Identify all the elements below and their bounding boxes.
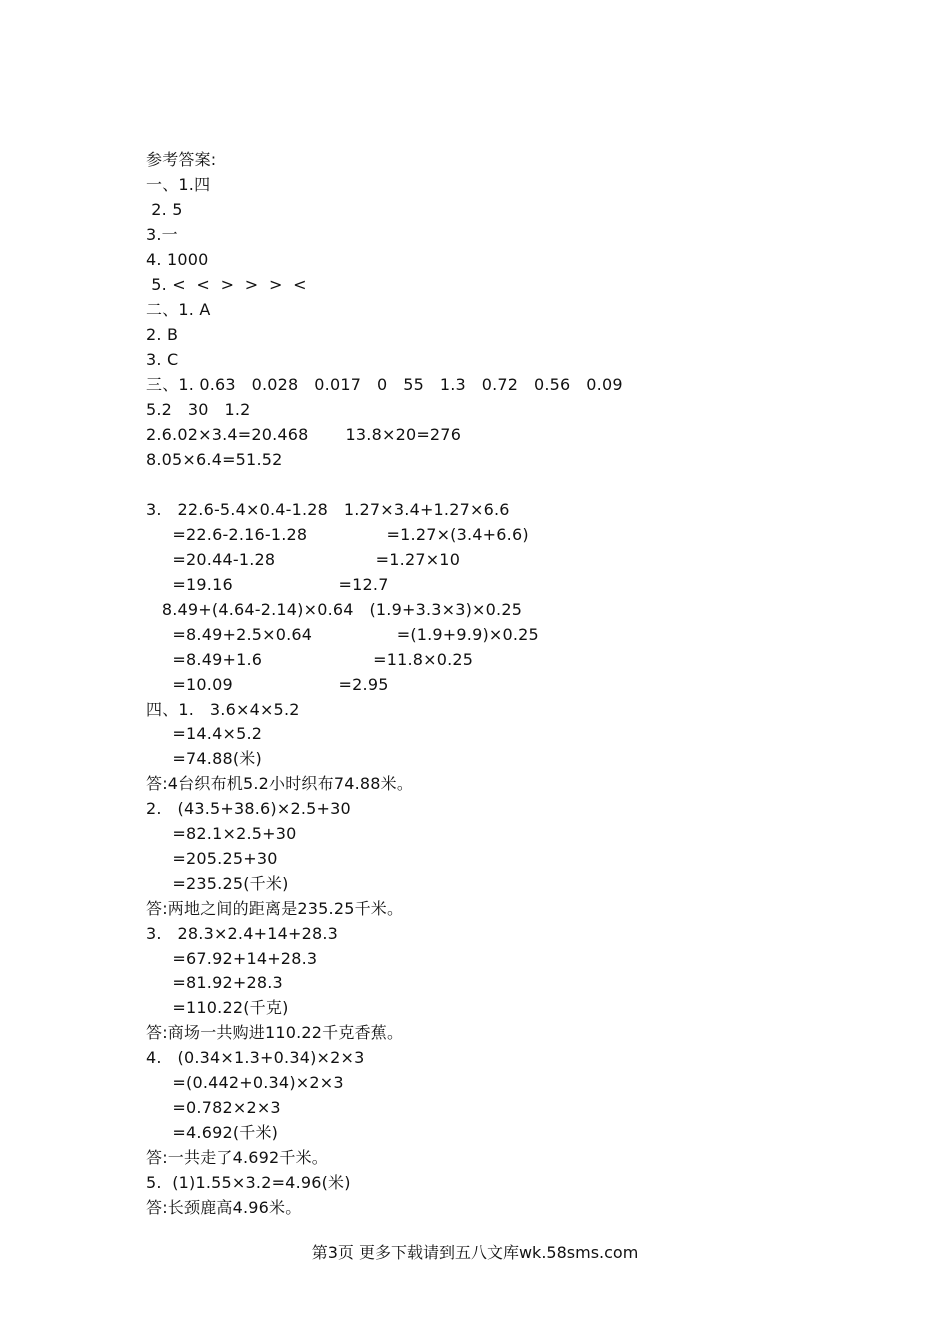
s4-q3-line2: =67.92+14+28.3: [146, 949, 318, 968]
s1-q3: 3.一: [146, 225, 178, 244]
s4-q4-line4: =4.692(千米): [146, 1123, 279, 1142]
page-footer: 第3页 更多下载请到五八文库wk.58sms.com: [311, 1243, 639, 1262]
s4-q2-answer: 答:两地之间的距离是235.25千米。: [146, 899, 404, 918]
s3-q3-row4: =19.16 =12.7: [146, 575, 389, 594]
s4-q2-line2: =82.1×2.5+30: [146, 824, 297, 843]
s1-q4: 4. 1000: [146, 250, 209, 269]
s3-q1-line1: 三、1. 0.63 0.028 0.017 0 55 1.3 0.72 0.56 0.09: [146, 375, 623, 394]
s4-q2-line1: 2. (43.5+38.6)×2.5+30: [146, 799, 351, 818]
s4-q4-line3: =0.782×2×3: [146, 1098, 281, 1117]
s3-q2-line2: 8.05×6.4=51.52: [146, 450, 283, 469]
s3-q3-row1: 3. 22.6-5.4×0.4-1.28 1.27×3.4+1.27×6.6: [146, 500, 510, 519]
s2-q3: 3. C: [146, 350, 179, 369]
s4-q1-line1: 四、1. 3.6×4×5.2: [146, 700, 300, 719]
s4-q3-line3: =81.92+28.3: [146, 973, 283, 992]
s1-q1: 一、1.四: [146, 175, 211, 194]
s4-q4-answer: 答:一共走了4.692千米。: [146, 1148, 328, 1167]
s4-q4-line2: =(0.442+0.34)×2×3: [146, 1073, 344, 1092]
s4-q2-line4: =235.25(千米): [146, 874, 289, 893]
s3-q1-line2: 5.2 30 1.2: [146, 400, 251, 419]
s3-q2-line1: 2.6.02×3.4=20.468 13.8×20=276: [146, 425, 462, 444]
s4-q1-answer: 答:4台织布机5.2小时织布74.88米。: [146, 774, 414, 793]
s3-q3-row8: =10.09 =2.95: [146, 675, 389, 694]
s1-q5: 5. < < > > > <: [146, 275, 307, 294]
s3-q3-row7: =8.49+1.6 =11.8×0.25: [146, 650, 474, 669]
s4-q3-line4: =110.22(千克): [146, 998, 289, 1017]
s4-q5-answer: 答:长颈鹿高4.96米。: [146, 1198, 302, 1217]
s4-q4-line1: 4. (0.34×1.3+0.34)×2×3: [146, 1048, 365, 1067]
answers-title: 参考答案:: [146, 150, 217, 169]
s3-q3-row5: 8.49+(4.64-2.14)×0.64 (1.9+3.3×3)×0.25: [146, 600, 523, 619]
s4-q3-line1: 3. 28.3×2.4+14+28.3: [146, 924, 338, 943]
s3-q3-row3: =20.44-1.28 =1.27×10: [146, 550, 461, 569]
s1-q2: 2. 5: [146, 200, 183, 219]
s4-q2-line3: =205.25+30: [146, 849, 278, 868]
s3-q3-row6: =8.49+2.5×0.64 =(1.9+9.9)×0.25: [146, 625, 539, 644]
s2-q1: 二、1. A: [146, 300, 211, 319]
s3-q3-row2: =22.6-2.16-1.28 =1.27×(3.4+6.6): [146, 525, 529, 544]
s2-q2: 2. B: [146, 325, 179, 344]
s4-q3-answer: 答:商场一共购进110.22千克香蕉。: [146, 1023, 404, 1042]
s4-q1-line3: =74.88(米): [146, 749, 262, 768]
s4-q1-line2: =14.4×5.2: [146, 724, 263, 743]
s4-q5-line1: 5. (1)1.55×3.2=4.96(米): [146, 1173, 351, 1192]
